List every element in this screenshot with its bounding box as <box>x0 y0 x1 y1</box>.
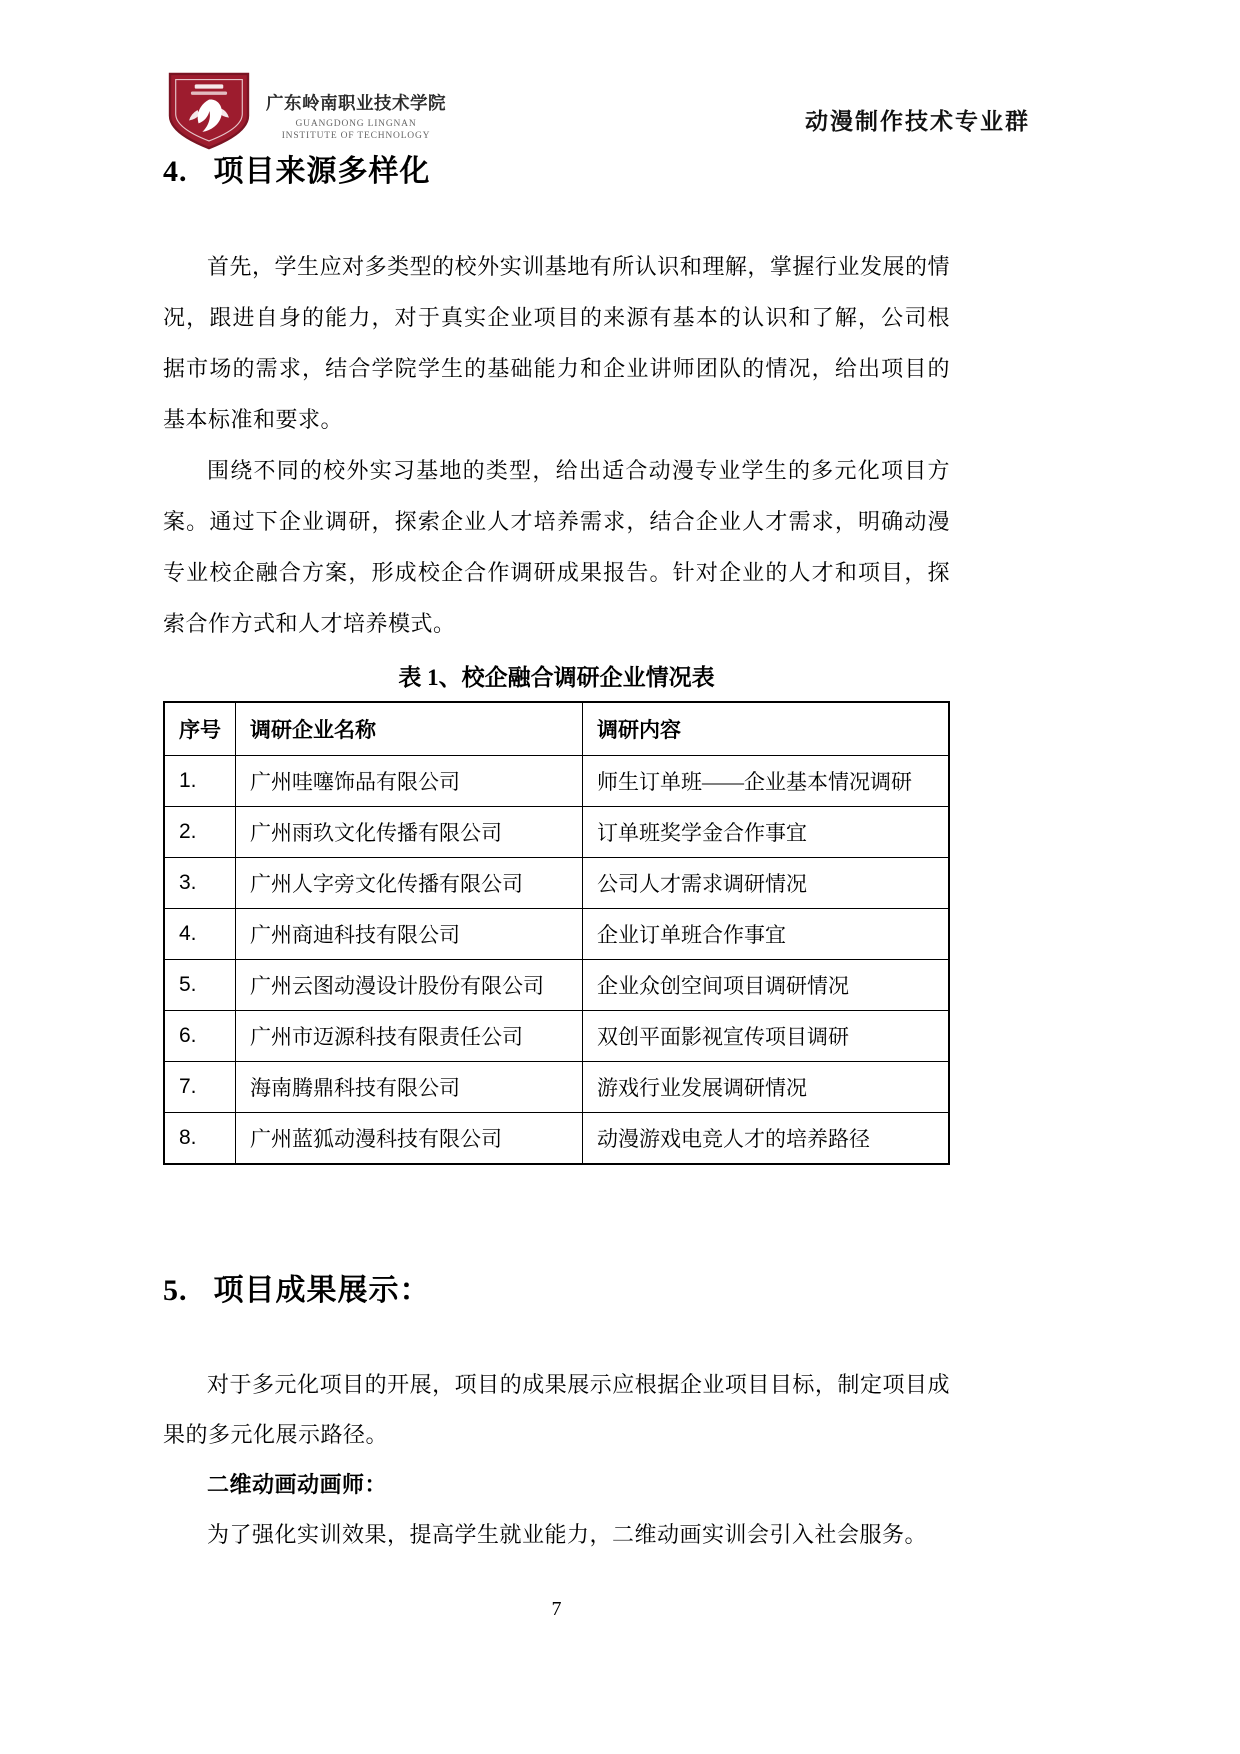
col-header-index: 序号 <box>164 702 236 756</box>
row-company: 广州市迈源科技有限责任公司 <box>236 1011 583 1062</box>
row-index: 7. <box>164 1062 236 1113</box>
table1-caption: 表 1、校企融合调研企业情况表 <box>398 665 715 690</box>
row-company: 广州蓝狐动漫科技有限公司 <box>236 1113 583 1165</box>
page-number: 7 <box>551 1598 562 1620</box>
table-row <box>164 1113 949 1165</box>
section4-paragraph-2: 围绕不同的校外实习基地的类型，给出适合动漫专业学生的多元化项目方案。通过下企业调研，探索企业人才培养需求，结合企业人才需求，明确动漫专业校企融合方案，形成校企合作调研成果报告。针对企业的人才和项目，探索合作方式和人才培养模式。 <box>163 458 950 636</box>
table-row <box>164 858 949 909</box>
row-content: 动漫游戏电竞人才的培养路径 <box>583 1113 950 1165</box>
row-company: 广州商迪科技有限公司 <box>236 909 583 960</box>
col-header-content: 调研内容 <box>583 702 950 756</box>
section4-title: 项目来源多样化 <box>213 155 431 188</box>
row-company: 广州雨玖文化传播有限公司 <box>236 807 583 858</box>
table-row <box>164 756 949 807</box>
row-index: 6. <box>164 1011 236 1062</box>
row-index: 4. <box>164 909 236 960</box>
row-index: 3. <box>164 858 236 909</box>
col-header-company: 调研企业名称 <box>236 702 583 756</box>
row-content: 企业众创空间项目调研情况 <box>583 960 950 1011</box>
row-content: 师生订单班——企业基本情况调研 <box>583 756 950 807</box>
section5-title: 项目成果展示： <box>213 1274 431 1307</box>
running-head-title: 动漫制作技术专业群 <box>805 108 1030 134</box>
table-header-row <box>164 702 949 756</box>
row-index: 2. <box>164 807 236 858</box>
row-company: 广州人字旁文化传播有限公司 <box>236 858 583 909</box>
row-content: 订单班奖学金合作事宜 <box>583 807 950 858</box>
row-index: 8. <box>164 1113 236 1165</box>
row-content: 双创平面影视宣传项目调研 <box>583 1011 950 1062</box>
university-name-en-line2: INSTITUTE OF TECHNOLOGY <box>281 131 431 141</box>
table-row <box>164 1062 949 1113</box>
university-name-cn: 广东岭南职业技术学院 <box>266 93 446 113</box>
survey-table <box>163 701 950 1165</box>
document-body <box>163 0 950 1560</box>
section5-paragraph-2: 为了强化实训效果，提高学生就业能力，二维动画实训会引入社会服务。 <box>207 1522 928 1547</box>
row-company: 海南腾鼎科技有限公司 <box>236 1062 583 1113</box>
section5-heading <box>163 1269 950 1313</box>
row-content: 游戏行业发展调研情况 <box>583 1062 950 1113</box>
section5-number: 5. <box>163 1274 188 1307</box>
row-index: 1. <box>164 756 236 807</box>
table-row <box>164 807 949 858</box>
row-content: 公司人才需求调研情况 <box>583 858 950 909</box>
section4-paragraph-1: 首先，学生应对多类型的校外实训基地有所认识和理解，掌握行业发展的情况，跟进自身的能力，对于真实企业项目的来源有基本的认识和了解，公司根据市场的需求，结合学院学生的基础能力和企业讲师团队的情况，给出项目的基本标准和要求。 <box>163 254 950 432</box>
section4-number: 4. <box>163 155 188 188</box>
row-company: 广州云图动漫设计股份有限公司 <box>236 960 583 1011</box>
table-row <box>164 1011 949 1062</box>
section5-subheading: 二维动画动画师： <box>207 1472 388 1497</box>
row-content: 企业订单班合作事宜 <box>583 909 950 960</box>
section4-heading <box>163 150 950 194</box>
row-company: 广州哇噻饰品有限公司 <box>236 756 583 807</box>
section5-paragraph-1: 对于多元化项目的开展，项目的成果展示应根据企业项目目标，制定项目成果的多元化展示路径。 <box>163 1372 950 1447</box>
section5 <box>163 1269 950 1560</box>
university-name-en-line1: GUANGDONG LINGNAN <box>295 119 417 129</box>
row-index: 5. <box>164 960 236 1011</box>
table-row <box>164 909 949 960</box>
table-row <box>164 960 949 1011</box>
